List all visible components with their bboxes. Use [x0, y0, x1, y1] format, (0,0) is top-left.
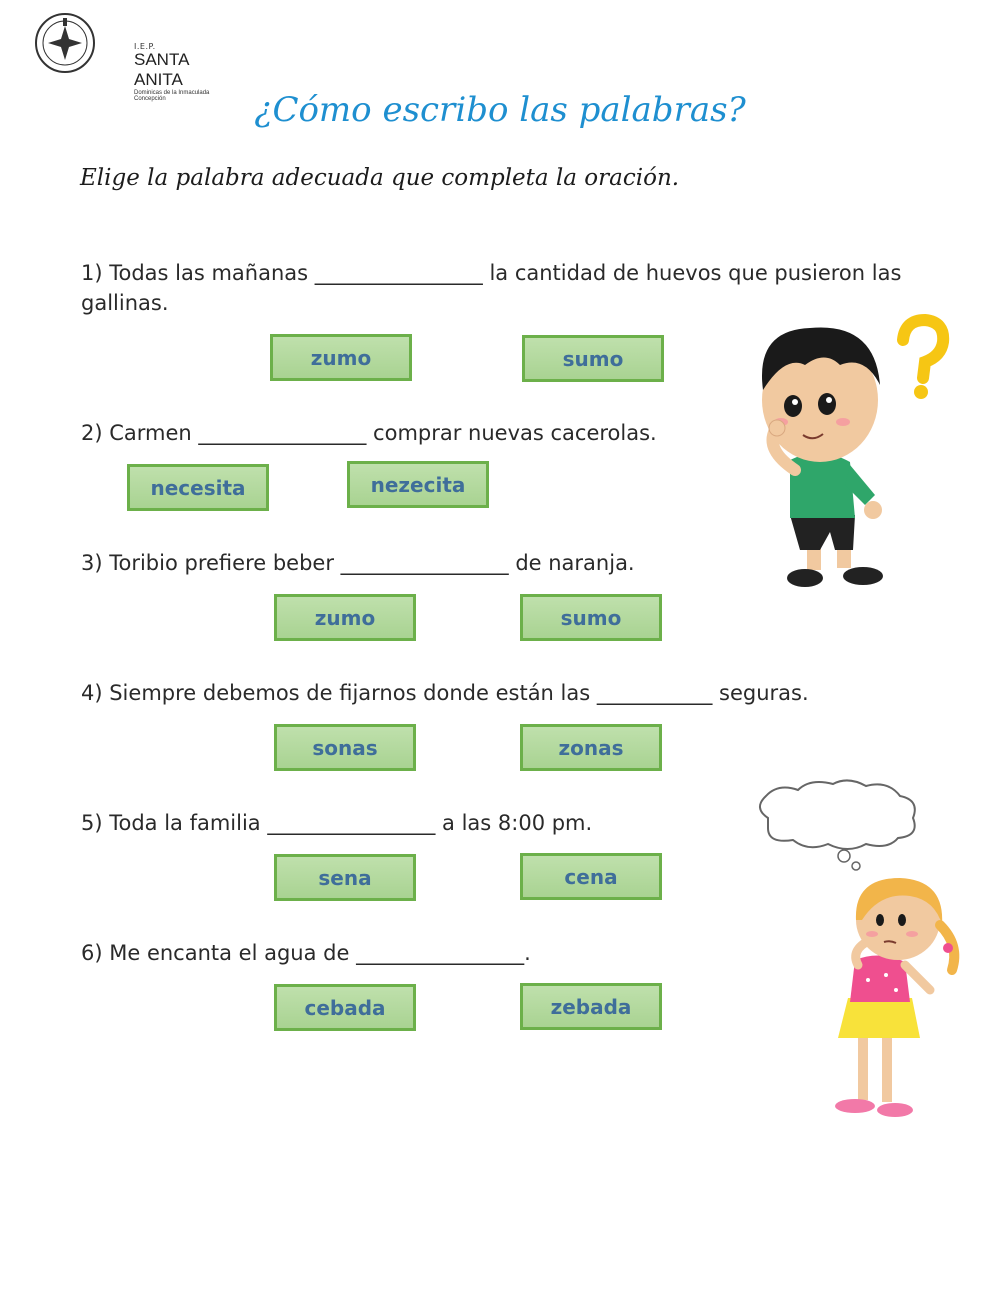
option-2b[interactable]: nezecita [347, 461, 489, 508]
logo-name: SANTA ANITA [134, 50, 189, 89]
school-crest-icon [34, 12, 96, 74]
instruction: Elige la palabra adecuada que completa la oración. [80, 165, 680, 191]
school-logo [34, 12, 234, 102]
option-4a[interactable]: sonas [274, 724, 416, 771]
question-4: 4) Siempre debemos de fijarnos donde están las ___________ seguras. [81, 681, 809, 705]
option-5b[interactable]: cena [520, 853, 662, 900]
option-5a[interactable]: sena [274, 854, 416, 901]
option-4b[interactable]: zonas [520, 724, 662, 771]
option-1b[interactable]: sumo [522, 335, 664, 382]
question-2: 2) Carmen ________________ comprar nuevas cacerolas. [81, 421, 657, 445]
option-6b[interactable]: zebada [520, 983, 662, 1030]
option-2a[interactable]: necesita [127, 464, 269, 511]
option-1a[interactable]: zumo [270, 334, 412, 381]
logo-small-text: I.E.P. [134, 42, 156, 51]
question-1: 1) Todas las mañanas ________________ la cantidad de huevos que pusieron las gallinas. [81, 261, 902, 315]
option-6a[interactable]: cebada [274, 984, 416, 1031]
question-3: 3) Toribio prefiere beber ________________ de naranja. [81, 551, 635, 575]
question-5: 5) Toda la familia ________________ a las 8:00 pm. [81, 811, 593, 835]
question-6: 6) Me encanta el agua de ________________. [81, 941, 531, 965]
thinking-girl-illustration [820, 870, 970, 1130]
page-title: ¿Cómo escribo las palabras? [254, 90, 746, 130]
option-3a[interactable]: zumo [274, 594, 416, 641]
thinking-boy-illustration [745, 310, 955, 595]
option-3b[interactable]: sumo [520, 594, 662, 641]
logo-subtitle: Dominicas de la Inmaculada Concepción [134, 90, 210, 102]
thought-cloud-icon [748, 778, 923, 873]
